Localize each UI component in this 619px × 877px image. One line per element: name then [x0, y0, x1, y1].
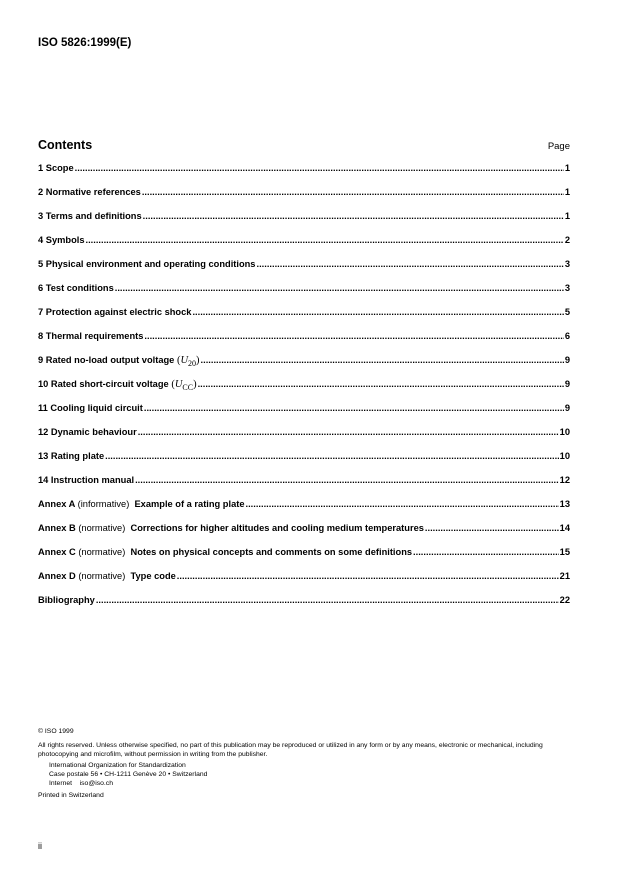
page-column-label: Page	[547, 141, 570, 152]
org-name: International Organization for Standardization	[49, 762, 186, 769]
toc-entry-rating-plate[interactable]: 13 Rating plate ..... 10	[38, 451, 570, 475]
toc-entry-annex-c[interactable]: Annex C (normative) Notes on physical concepts and comments on some definitions ..... 15	[38, 547, 570, 571]
toc-entry-scope[interactable]: 1 Scope ..... 1	[38, 163, 570, 187]
symbol-u20: $U_{20}$	[180, 355, 197, 369]
toc-entry-test-conditions[interactable]: 6 Test conditions ..... 3	[38, 283, 570, 307]
table-of-contents	[38, 163, 570, 619]
toc-entry-symbols[interactable]: 4 Symbols ..... 2	[38, 235, 570, 259]
toc-entry-bibliography[interactable]: Bibliography ..... 22	[38, 595, 570, 619]
copyright-notice: © ISO 1999	[38, 728, 74, 735]
toc-entry-terms-and-definitions[interactable]: 3 Terms and definitions ..... 1	[38, 211, 570, 235]
org-internet: Internet iso@iso.ch	[49, 780, 113, 787]
page-number: ii	[38, 841, 42, 851]
toc-entry-annex-a[interactable]: Annex A (informative) Example of a rating plate ..... 13	[38, 499, 570, 523]
toc-entry-protection-electric-shock[interactable]: 7 Protection against electric shock ..... 5	[38, 307, 570, 331]
toc-entry-annex-b[interactable]: Annex B (normative) Corrections for higher altitudes and cooling medium temperatures ..... 14	[38, 523, 570, 547]
contents-header	[38, 138, 570, 156]
toc-entry-instruction-manual[interactable]: 14 Instruction manual ..... 12	[38, 475, 570, 499]
toc-entry-normative-references[interactable]: 2 Normative references ..... 1	[38, 187, 570, 211]
copyright-footer	[38, 727, 578, 800]
toc-entry-annex-d[interactable]: Annex D (normative) Type code ..... 21	[38, 571, 570, 595]
symbol-ucc: $U_{CC}$	[174, 379, 194, 393]
toc-entry-cooling-liquid-circuit[interactable]: 11 Cooling liquid circuit ..... 9	[38, 403, 570, 427]
rights-statement: All rights reserved. Unless otherwise specified, no part of this publication may be reproduced or utilized in any form or by any means, electronic or mechanical, including photocopying and microfilm, without permission in writing from the publisher.	[38, 742, 543, 758]
email-link[interactable]: iso@iso.ch	[79, 780, 113, 787]
toc-entry-physical-environment[interactable]: 5 Physical environment and operating conditions ..... 3	[38, 259, 570, 283]
toc-entry-rated-no-load-voltage[interactable]: 9 Rated no-load output voltage $(U_{20})$ ..... 9	[38, 355, 570, 379]
toc-entry-dynamic-behaviour[interactable]: 12 Dynamic behaviour ..... 10	[38, 427, 570, 451]
toc-entry-rated-short-circuit-voltage[interactable]: 10 Rated short-circuit voltage $(U_{CC})$ ..... 9	[38, 379, 570, 403]
contents-title: Contents	[38, 138, 93, 152]
toc-entry-thermal-requirements[interactable]: 8 Thermal requirements ..... 6	[38, 331, 570, 355]
document-id: ISO 5826:1999(E)	[38, 37, 132, 49]
printed-in: Printed in Switzerland	[38, 792, 104, 799]
org-address: Case postale 56 • CH-1211 Genève 20 • Switzerland	[49, 771, 208, 778]
